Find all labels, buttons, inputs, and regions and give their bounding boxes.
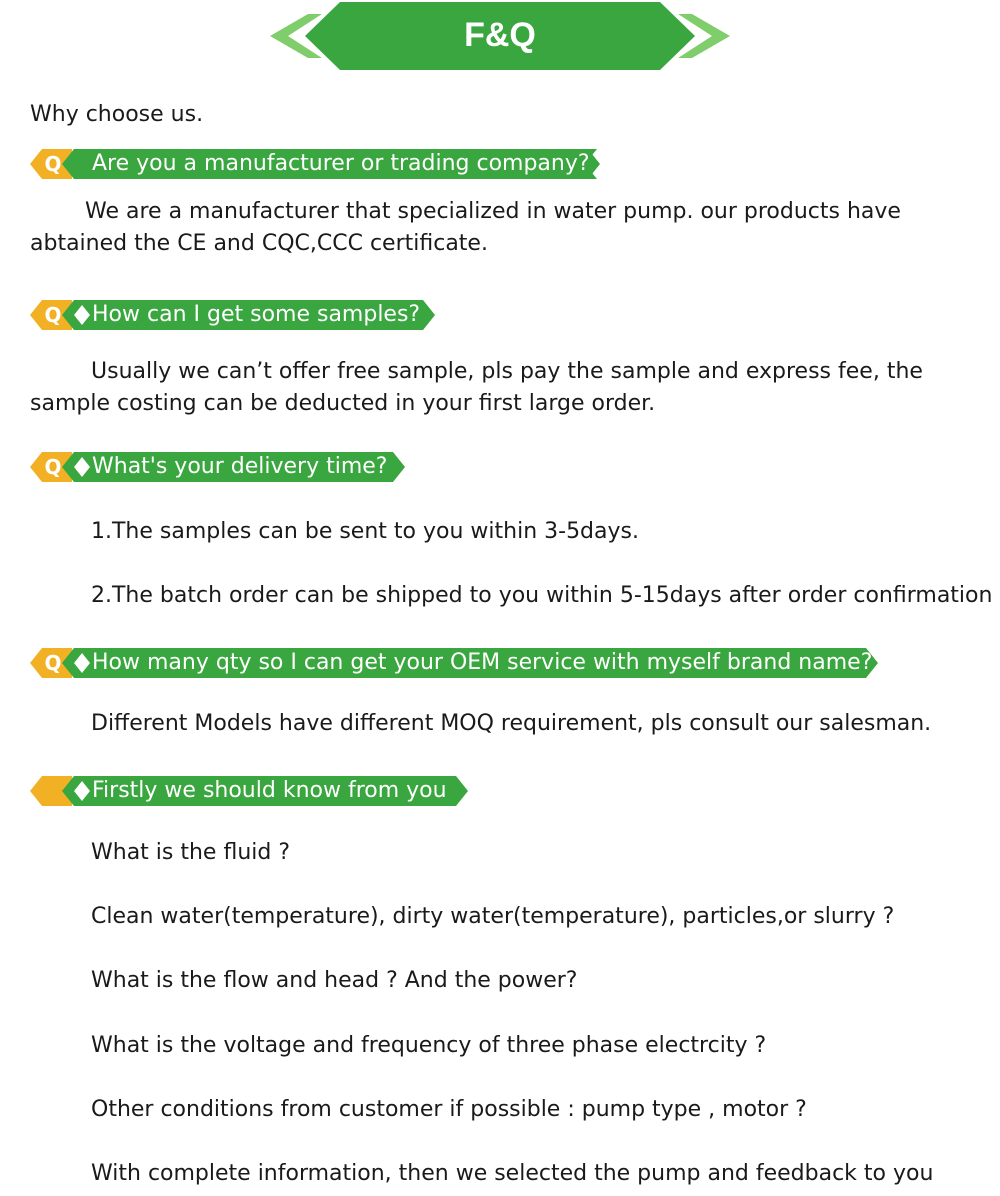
question-text: What's your delivery time?	[92, 454, 388, 479]
requirement-line: With complete information, then we selected the pump and feedback to you	[91, 1161, 934, 1186]
requirement-line: What is the flow and head ? And the power?	[91, 968, 578, 993]
faq-section-header	[30, 776, 468, 806]
q-badge-icon: Q	[44, 651, 62, 675]
answer-line: Different Models have different MOQ requirement, pls consult our salesman.	[91, 711, 932, 736]
faq-question-1	[30, 149, 600, 179]
answer-line: 2.The batch order can be shipped to you within 5-15days after order confirmation	[91, 583, 993, 608]
tag-marker	[40, 776, 66, 806]
faq-question-4	[30, 648, 878, 678]
q-badge-icon: Q	[44, 455, 62, 479]
q-badge-icon: Q	[44, 152, 62, 176]
section-heading-text: Firstly we should know from you	[92, 778, 447, 803]
answer-line: 1.The samples can be sent to you within 3-5days.	[91, 519, 639, 544]
faq-question-3	[30, 452, 405, 482]
page-title: F&Q	[464, 16, 536, 54]
question-text: How many qty so I can get your OEM service with myself brand name?	[92, 650, 873, 675]
requirement-line: What is the fluid ?	[91, 840, 291, 865]
requirement-line: Other conditions from customer if possible : pump type , motor ?	[91, 1097, 807, 1122]
answer-text: We are a manufacturer that specialized in water pump. our products have abtained the CE and CQC,CCC certificate.	[30, 199, 901, 256]
answer-text: Usually we can’t offer free sample, pls pay the sample and express fee, the sample costing can be deducted in your first large order.	[30, 359, 923, 416]
requirement-line: Clean water(temperature), dirty water(temperature), particles,or slurry ?	[91, 904, 895, 929]
q-badge-icon: Q	[44, 303, 62, 327]
intro-text: Why choose us.	[30, 102, 204, 127]
requirement-line: What is the voltage and frequency of three phase electrcity ?	[91, 1033, 767, 1058]
question-text: How can I get some samples?	[92, 302, 421, 327]
faq-question-2	[30, 300, 435, 330]
question-text: Are you a manufacturer or trading company?	[92, 151, 590, 176]
